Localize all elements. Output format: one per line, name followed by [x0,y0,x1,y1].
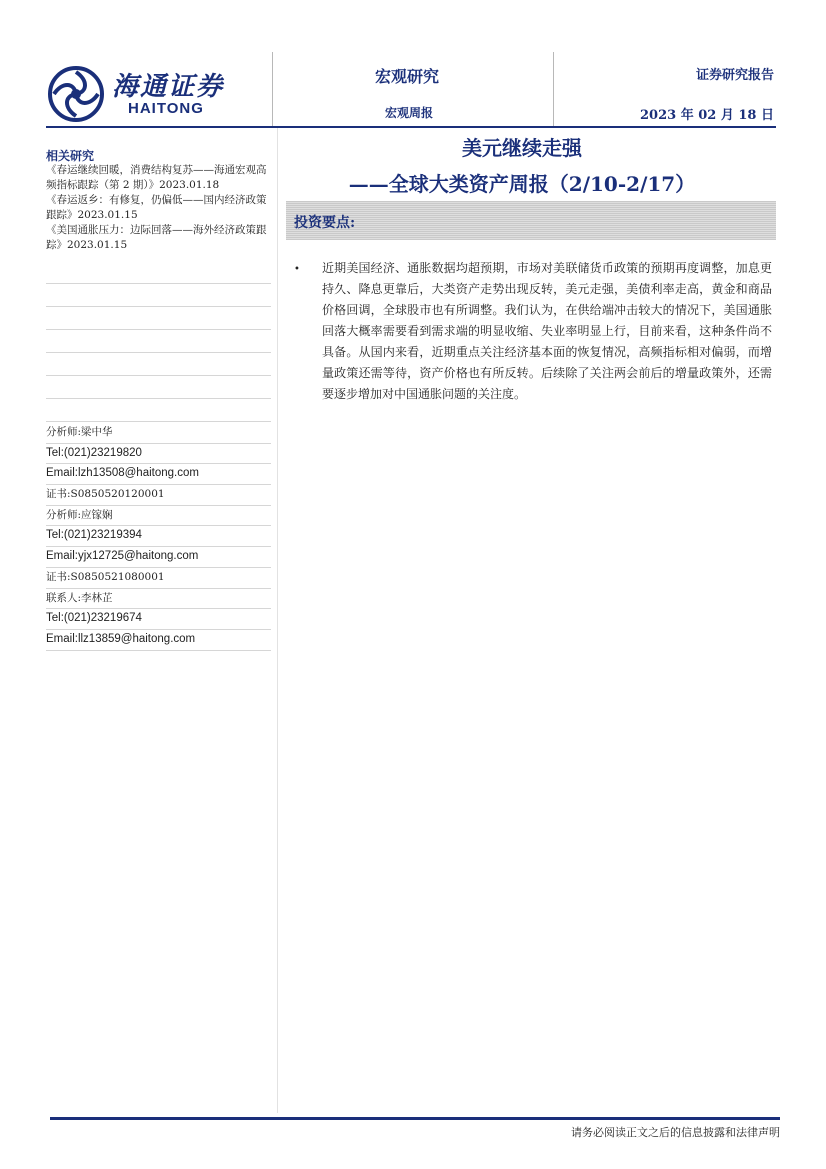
analyst-name: 分析师:应镓娴 [46,506,271,527]
related-item[interactable]: 《春运返乡：有修复，仍偏低——国内经济政策跟踪》2023.01.15 [46,194,267,221]
report-date: 2023 年 02 月 18 日 [640,108,774,123]
footer-rule [50,1117,780,1120]
related-item[interactable]: 《春运继续回暖，消费结构复苏——海通宏观高频指标跟踪（第 2 期）》2023.01.18 [46,164,267,191]
analyst-name: 分析师:梁中华 [46,423,271,444]
report-type: 证券研究报告 [695,68,774,83]
contact-name: 联系人:李林芷 [46,589,271,610]
brand-name-cn: 海通证券 [112,72,225,102]
key-points-label: 投资要点: [294,215,356,231]
haitong-logo-icon [48,66,104,122]
brand-name-en: HAITONG [128,100,204,117]
report-category: 宏观研究 [375,67,440,86]
contact-email[interactable]: Email:llz13859@haitong.com [46,630,271,651]
analyst-cert: 证书:S0850521080001 [46,568,271,589]
footer-disclaimer: 请务必阅读正文之后的信息披露和法律声明 [571,1126,780,1139]
header-divider-left [272,52,273,126]
analyst-email[interactable]: Email:lzh13508@haitong.com [46,464,271,485]
related-research-title: 相关研究 [46,149,95,163]
header-rule [46,126,776,128]
key-points-bar [286,201,776,240]
sidebar-separator [46,398,271,399]
analyst-email[interactable]: Email:yjx12725@haitong.com [46,547,271,568]
contact-tel: Tel:(021)23219674 [46,609,271,630]
bullet-icon: • [294,264,300,275]
key-points-paragraph: 近期美国经济、通胀数据均超预期，市场对美联储货币政策的预期再度调整，加息更持久、降息更靠后，大类资产走势出现反转，美元走强，美债利率走高，黄金和商品价格回调，全球股市也有所调整。我们认为，在供给端冲击较大的情况下，美国通胀回落大概率需要看到需求端的明显收缩、失业率明显上行，目前来看，这种条件尚不具备。从国内来看，近期重点关注经济基本面的恢复情况，高频指标相对偏弱，而增量政策还需等待，资产价格也有所反转。后续除了关注两会前后的增量政策外，还需要逐步增加对中国通胀问题的关注度。 [322,261,772,401]
sidebar-separator [46,421,271,422]
sidebar-separator [46,375,271,376]
sidebar-separator [46,352,271,353]
report-subcategory: 宏观周报 [385,106,434,120]
analyst-cert: 证书:S0850520120001 [46,485,271,506]
analyst-contacts [46,423,271,651]
related-research-list [46,163,271,253]
column-divider [277,128,278,1113]
related-item[interactable]: 《美国通胀压力：边际回落——海外经济政策跟踪》2023.01.15 [46,224,267,251]
header-divider-right [553,52,554,126]
sidebar-separator [46,329,271,330]
analyst-tel: Tel:(021)23219394 [46,526,271,547]
report-title: 美元继续走强 [462,136,582,160]
sidebar-separator [46,283,271,284]
analyst-tel: Tel:(021)23219820 [46,444,271,465]
report-subtitle: ——全球大类资产周报（2/10-2/17） [348,172,696,196]
sidebar-separator [46,306,271,307]
